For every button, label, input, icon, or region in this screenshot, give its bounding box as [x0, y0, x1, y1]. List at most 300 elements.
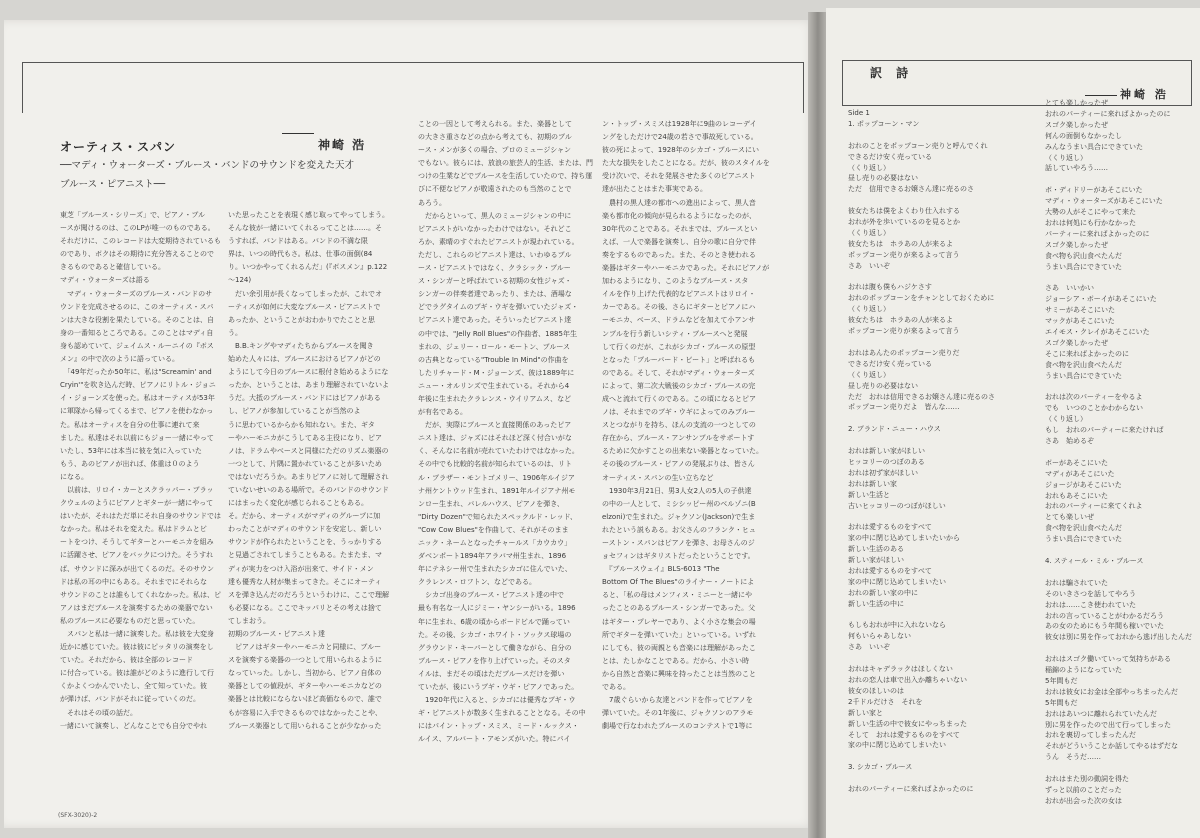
text-line: シンガーの伴奏者達であったり、または、酒場な	[418, 290, 572, 299]
text-line: 年にテネシー州で生まれたシカゴに住んでいた、	[418, 565, 572, 574]
text-line: カーである。その後、さらにギターとピアノにハ	[602, 303, 756, 312]
text-line: ことの一因として考えられる。また、楽器として	[418, 120, 572, 128]
text-line: 30年代のことである。それまでは、ブルースとい	[602, 224, 758, 233]
text-line: 新しい家と	[848, 708, 883, 717]
text-line: おれは騙されていた	[1045, 578, 1108, 587]
text-line: 年後に生まれたクラレンス・ウイリアムス、など	[418, 394, 572, 403]
text-line: にはパイン・トップ・スミス、ミード・ルックス・	[418, 722, 579, 731]
text-line: もう、あのピアノが出れば、体重は０のよう	[60, 459, 200, 468]
text-line: （くり返し）	[848, 305, 890, 314]
text-line: た。その後、シカゴ・ホワイト・ソックス球場の	[418, 630, 572, 639]
text-line: 身も認めていて、ジェイムス・ルーニイの『ボス	[60, 341, 214, 350]
text-line: になる。	[60, 472, 88, 481]
text-line: うまい具合にできていた	[1045, 371, 1122, 380]
text-line: 彼女のほしいのは	[848, 686, 904, 695]
text-line: はいたが、それはただ単にそれ自身のサウンドでは	[60, 512, 221, 521]
text-line: ろか、素晴のすぐれたピアニストが現われている。	[418, 237, 579, 246]
text-line: ではないだろうか。あまりピアノに対して理解され	[228, 472, 389, 481]
text-line: 古いヒッコリーのつぼがほしい	[848, 501, 946, 510]
text-line: 1930年3月21日、男3人女2人の5人の子供達	[602, 486, 752, 495]
text-line: おれは新しい家がほしい	[848, 447, 925, 455]
text-line: うん そうだ……	[1045, 753, 1101, 762]
essay-subtitle: ──マディ・ウォーターズ・ブルース・バンドのサウンドを変えた天才	[60, 160, 354, 171]
text-line: その中でも比較的名前が知られているのは、リト	[418, 460, 572, 469]
text-line: によって、第二次大戦後のシカゴ・ブルースの完	[602, 381, 756, 390]
text-line: なっていった。しかし、当初から、ピアノ自体の	[228, 669, 382, 678]
text-line: が弾けば、バンドがそれに従っていくのだ。	[60, 695, 200, 704]
text-line: おれの言っていることがわかるだろう	[1045, 611, 1164, 620]
text-line: ドは私の耳の中にもある。それまでにそれらな	[60, 577, 207, 586]
text-line: B.B.キングやマディたちからブルースを聞き	[228, 341, 374, 350]
text-line: エイモス・クレイがあそこにいた	[1045, 328, 1150, 336]
text-line: れたという説もある。お父さんのフランク・ヒュ	[602, 525, 756, 534]
translation-author-rule	[1085, 95, 1117, 96]
text-line: おれは愛するものをすべて	[848, 566, 932, 575]
text-line: 新しい生活と	[848, 490, 890, 499]
text-line: 成へと流れて行くのである。この頃になるとピア	[602, 394, 756, 403]
text-line: マディ・ウォーターズは語る	[60, 276, 150, 285]
text-line: ピアニストがいなかったわけではない。それどこ	[418, 224, 572, 233]
text-line: うに思わているからかも知れない。また、ギタ	[228, 420, 375, 429]
text-line: 家の中に閉じ込めてしまいたいから	[848, 534, 960, 543]
text-line: スとつながりを持ち、ほんの支流の一つとしての	[602, 421, 756, 430]
text-line: 私のブルースに必要なものだと思っていた。	[60, 616, 200, 625]
text-line: おれは……こき使われていた	[1045, 600, 1136, 609]
text-line: きるものであると確信している。	[60, 263, 165, 272]
text-line: ピアノはギターやハーモニカと同様に、ブルー	[228, 643, 382, 652]
text-line: （くり返し）	[848, 163, 890, 172]
text-line: おれのパーティーに来てくれよ	[1045, 502, 1143, 511]
text-line: したリチャード・M・ジョーンズ、彼は1889年に	[418, 368, 575, 377]
text-line: スゴク楽しかったぜ	[1045, 120, 1108, 129]
text-line: Cryin'"を吹き込んだ時、ピアノにリトル・ジョニ	[60, 381, 216, 390]
text-line: そこに来ればよかったのに	[1045, 349, 1129, 358]
text-line: である。	[602, 683, 630, 692]
text-line: うだ。大抵のブルース・バンドにはピアノがある	[228, 394, 381, 403]
text-line: パーティーに来ればよかったのに	[1045, 229, 1150, 238]
text-line: おれは彼女にお金は全部やっちまったんだ	[1045, 687, 1178, 696]
text-line: 達が出たことはまた事実である。	[602, 185, 707, 194]
text-line: も必要になる。ここでキッパリとその考えは捨て	[228, 603, 382, 612]
page-folio: (SFX-3020)-2	[58, 812, 98, 819]
text-line: とても楽しかったぜ	[1045, 99, 1108, 107]
text-line: おれもあそこにいた	[1045, 491, 1108, 500]
text-line	[848, 751, 1024, 762]
text-line: ～124)	[228, 276, 252, 285]
text-line	[848, 773, 1024, 784]
text-line: 1. ポップコーン・マン	[848, 119, 920, 128]
text-line: おれはあんたのポップコーン売りだ	[848, 348, 960, 357]
text-line: ずっと以前のことだった	[1045, 785, 1122, 794]
author-rule	[282, 133, 314, 134]
text-line: イルは、まだその頃はただブルースだけを弾い	[418, 669, 565, 678]
text-line: 稲錦のようになっていた	[1045, 666, 1122, 675]
text-line: さあ いいぞ	[848, 261, 890, 270]
text-line: ボ・ディドリーがあそこにいた	[1045, 186, 1143, 195]
text-line: まれの、ジェリー・ロール・モートン、ブルース	[418, 342, 570, 351]
text-line: ョセフィンはギタリストだったということです。	[602, 552, 755, 561]
text-line: の大きさ重さなどの点から考えても、初期のブル	[418, 133, 572, 142]
text-line: ヒッコリーのつぼのある	[848, 457, 925, 466]
text-line: ン・トップ・スミスは1928年に9曲のレコーデイ	[602, 120, 757, 128]
text-line: のである。そして、それがマディ・ウォーターズ	[602, 368, 755, 377]
text-line: おれは腹も僕もハジケさす	[848, 283, 932, 292]
text-line: に付合っている。彼は誰がどのように進行して行	[60, 669, 214, 678]
essay-header-frame	[22, 62, 804, 113]
text-line: ース・メンが多くの場合、プロのミュージシャン	[418, 146, 572, 155]
text-line: 達も優秀な人材が集まってきた。そこにオーティ	[228, 577, 382, 586]
text-line: てしまおう。	[228, 616, 270, 625]
text-line: 『ブルースウェイ』BLS-6013 "The	[602, 565, 720, 574]
text-line: スを弾き込んだのだろうというわけに、ここで理解	[228, 590, 389, 599]
text-line: ンは大きな役割を果たしている。そのことは、自	[60, 315, 214, 324]
text-line: に軍隊から帰ってくるまで、ピアノを使わなかっ	[60, 407, 214, 416]
text-line: ダベンポート1894年アラバマ州生まれ、1896	[418, 552, 567, 561]
text-line: だからといって、黒人のミュージシャンの中に	[418, 211, 572, 220]
text-line: 5年間もだ	[1045, 676, 1078, 685]
text-line: "Dirty Dozen"で知られたスペックルド・レッド、	[418, 512, 577, 521]
text-line: オーティス・スパンの生い立ちなど	[602, 473, 714, 482]
text-line: ーティスが如何に大変なブルース・ピアニストで	[228, 302, 381, 311]
text-line: サウンドのことは誰もしてくれなかった。私は、ピ	[60, 590, 221, 599]
text-line: "Cow Cow Blues"を作曲して、それがそのまま	[418, 525, 569, 534]
text-line: 劇場で行なわれたブルースのコンテストで1等に	[602, 722, 753, 731]
text-line: 始めた人々には、ブルースにおけるピアノがどの	[228, 355, 381, 364]
text-line: 4. スティール・ミル・ブルース	[1045, 556, 1144, 565]
text-line: く、そんなに名前が売れていたわけではなかった。	[418, 447, 579, 456]
text-line: して行くのだが、これがシカゴ・ブルースの原型	[602, 342, 756, 351]
text-line: どでラグタイムのブギ・ウギを弾いていたジャズ・	[418, 303, 579, 312]
text-line: ました。私達はそれ以前にもジョー一緒にやって	[60, 433, 214, 442]
text-line: アノはまだブルースを演奏するための楽器でない	[60, 603, 213, 612]
lyrics-column-1	[848, 108, 1024, 798]
text-line	[1045, 382, 1195, 393]
text-line: ニスト達は、ジャズにはそれほど深く付合いがな	[418, 434, 572, 443]
text-line: おれはスゴク働いていって気持ちがある	[1045, 655, 1171, 664]
text-line: 受け次いで、それを発展させた多くのピアニスト	[602, 172, 756, 181]
essay-author: 神崎 浩	[318, 138, 367, 152]
text-line: Bottom Of The Blues"のライナー・ノートによ	[602, 578, 755, 587]
text-line: でもない。彼らには、放浪の旅芸人的生活、または、門	[418, 159, 593, 168]
text-line: グラウンド・キーパーとして働きながら、自分の	[418, 643, 572, 652]
text-line: り。いつかやってくれるんだ」(『ボスメン』p.122	[228, 263, 388, 272]
text-line: 一緒にいて演奏し、どんなことでも自分でやれ	[60, 721, 207, 730]
text-line: 楽器はギターやハーモニカであった。それにピアノが	[602, 264, 770, 273]
text-line: 農村の黒人達の都市への進出によって、黒人音	[602, 198, 756, 207]
text-line: とは、たしかなことである。だから、小さい時	[602, 656, 749, 665]
text-line: ブルース・ピアノを作り上げていった。そのスタ	[418, 656, 571, 665]
text-line: 以前は、リロイ・カーとスクラッパー・ブラッ	[60, 485, 214, 494]
translation-author: 神崎 浩	[1120, 88, 1169, 101]
text-line: 食べ物を沢山食べたんだ	[1045, 524, 1122, 533]
text-line: ナ州ケントウッド生まれ、1891年ルイジアナ州モ	[418, 486, 576, 495]
text-line: ポップコーン売りだよ 皆んな……	[848, 403, 960, 412]
text-line: とても楽しいぜ	[1045, 513, 1094, 522]
text-line: ったことのあるブルース・シンガーであった。父	[602, 604, 756, 613]
text-line: スゴク楽しかったぜ	[1045, 240, 1108, 249]
text-line: おれはあいつに離れられていたんだ	[1045, 709, 1157, 718]
text-line: 食べ物も沢山食べたんだ	[1045, 251, 1122, 260]
lyrics-column-2	[1045, 98, 1195, 805]
text-line: 昼し売りの必要はない	[848, 174, 918, 183]
text-line: おれのことをポップコーン売りと呼んでくれ	[848, 141, 988, 150]
text-line: だい余引用が長くなってしまったが、これでオ	[228, 289, 382, 298]
text-line: ース・ピアニストではなく、クラシック・ブルー	[418, 264, 571, 273]
text-line: おれを裏切ってしまったんだ	[1045, 731, 1136, 740]
text-line: 加わるようになり、このようなブルース・スタ	[602, 277, 749, 286]
text-line: 7歳ぐらいから友達とバンドを作ってピアノを	[602, 696, 753, 705]
text-line: し、ピアノが参加していることが当然のよ	[228, 407, 361, 416]
text-line: （くり返し）	[1045, 153, 1087, 162]
text-line: そんな彼が一緒にいてくれるってことは……。そ	[228, 224, 382, 233]
text-line: 食べ物を沢山食べたんだ	[1045, 360, 1122, 369]
text-line	[848, 195, 1024, 206]
text-line: 彼女たちは ホラあの人が来るよ	[848, 239, 953, 248]
text-line: びに不便なピアノが敬遠されたのも当然のことで	[418, 185, 572, 194]
text-line: それだけに、このレコードは大変期待されているも	[60, 237, 221, 246]
text-line: ると、「私の母はメンフィス・ミニーと一緒にや	[602, 591, 752, 600]
text-line	[848, 653, 1024, 664]
essay-column-3	[418, 118, 592, 808]
text-line: にしても、彼の両親とも音楽には理解があったこ	[602, 643, 756, 652]
text-line: はギター・プレヤーであり、よく小さな集会の場	[602, 617, 756, 626]
text-line: おれは初ず家がほしい	[848, 468, 918, 477]
essay-column-1	[60, 209, 221, 744]
text-line	[1045, 643, 1195, 654]
text-line: おれのパーティーに来ればよかったのに	[848, 785, 974, 794]
text-line: ピアニスト達であった。そういったピアニスト達	[418, 316, 572, 325]
text-line: ていたが、後にいうブギ・ウギ・ピアノであった。	[418, 683, 579, 692]
essay-column-4	[602, 118, 794, 808]
essay-title: オーティス・スパン	[60, 140, 177, 154]
text-line: ス・シンガーと呼ばれている初期の女性ジャズ・	[418, 277, 572, 286]
text-line: おれのポップコーンをチャンとしておくために	[848, 294, 995, 303]
text-line: でも いつのことかわからない	[1045, 404, 1143, 413]
text-line: 大勢の人がそこにやって来た	[1045, 208, 1136, 217]
text-line: 所でギターを弾いていた」といっている。いずれ	[602, 630, 756, 639]
text-line: 一つとして、片隅に置かれていることが多いため	[228, 459, 382, 468]
text-line	[848, 272, 1024, 283]
text-line: そして おれは愛するものをすべて	[848, 730, 960, 739]
text-line: 最も有名な一人にジミー・ヤンシーがいる。1896	[418, 604, 576, 613]
text-line: から自然と音楽に興味を持ったことは当然のこと	[602, 669, 756, 678]
text-line: サミーがあそこにいた	[1045, 306, 1115, 315]
text-line: マディ・ウォーターズのブルース・バンドのサ	[60, 289, 213, 298]
text-line: もしもおれが中に入れないなら	[848, 621, 946, 630]
text-line: おれは新しい家	[848, 479, 897, 488]
text-line: ていた。それだから、彼は全部のレコード	[60, 656, 193, 665]
text-line: いた思ったことを表現く感じ取ってやってしまう。	[228, 211, 389, 219]
text-line	[1045, 272, 1195, 283]
text-line: ルイス、アルバート・アモンズがいた。特にパイ	[418, 735, 571, 744]
text-line: に活躍させ、ピアノをバックにつけた。そうすれ	[60, 551, 214, 560]
text-line: さあ いいかい	[1045, 284, 1094, 293]
text-line: の中では、"Jelly Roll Blues"の作曲者、1885年生	[418, 329, 577, 338]
translation-title: 訳 詩	[870, 66, 914, 80]
text-line: ンロー生まれ、バレルハウス、ピアノを弾き、	[418, 499, 564, 508]
text-line	[848, 130, 1024, 141]
text-line: 初期のブルース・ピアニスト達	[228, 630, 326, 638]
text-line: 年に生まれ、6歳の頃からボードビルで踊ってい	[418, 617, 570, 626]
text-line: ーストン・スパンはピアノを弾き、お母さんのジ	[602, 539, 755, 547]
text-line: ようにして今日のブルースに根付き始めるようにな	[228, 368, 389, 377]
text-line	[1045, 545, 1195, 556]
text-line: と見過ごされてしまうこともある。たまたま、マ	[228, 551, 382, 560]
text-line: （くり返し）	[1045, 415, 1087, 424]
text-line: 界は、いつの時代もさ。私は、仕事の面倒(84	[228, 250, 373, 259]
text-line: 彼女たちは ホラあの人が来るよ	[848, 316, 953, 325]
text-line: ジョージがあそこにいた	[1045, 480, 1122, 489]
text-line: 1920年代に入ると、シカゴには優秀なブギ・ウ	[418, 696, 576, 705]
text-line: 彼女たちは僕をよくわり仕入れする	[848, 207, 960, 216]
text-line: いたし、53年には本当に彼を気に入っていた	[60, 446, 202, 455]
text-line: 別に男を作ったので出て行ってしまった	[1045, 720, 1171, 729]
text-line: 何もいらゃあしない	[848, 632, 911, 641]
text-line: う。	[228, 328, 242, 337]
text-line: おれはキャデラックはほしくない	[848, 665, 953, 674]
text-line: つけの生業などでブルースを生活していたので、持ち運	[418, 172, 593, 181]
text-line: うまい具合にできていた	[1045, 262, 1122, 271]
text-line: 昼し売りの必要はない	[848, 381, 918, 390]
text-line	[1045, 567, 1195, 578]
text-line: ポップコーン売りが来るよって言う	[848, 327, 960, 336]
text-line: おれが出会った次の女は	[1045, 796, 1122, 805]
text-line: のであり、ボクはその期待に充分答えることので	[60, 250, 214, 259]
text-line	[1045, 763, 1195, 774]
text-line: ブルース楽器として用いられることが少なかった	[228, 721, 382, 730]
text-line: 東芝「ブルース・シリーズ」で、ピアノ・ブル	[60, 211, 206, 219]
text-line: ったか、ということは、あまり理解されていないよ	[228, 381, 389, 390]
text-line: （くり返し）	[848, 228, 890, 237]
text-line: それはその頃の話だ。	[60, 708, 137, 717]
text-line: そのいきさつを話してやろう	[1045, 589, 1136, 598]
text-line: ポップコーン売りが来るよって言う	[848, 250, 960, 259]
text-line: みんなうまい具合にできていた	[1045, 142, 1143, 151]
text-line: サウンドが作られたということを、うっかりする	[228, 538, 382, 547]
text-line: 楽も都市化の傾向が見られるようになったのが、	[602, 211, 756, 220]
text-line: 話していやろう……	[1045, 164, 1108, 173]
text-line	[1045, 447, 1195, 458]
text-line: メン』の中で次のように語っている。	[60, 355, 179, 364]
text-line: ンブルを行う新しいシティ・ブルースへと発展	[602, 329, 748, 338]
text-line: わったことがマディのサウンドを安定し、新しい	[228, 525, 382, 534]
text-line: あろう。	[418, 198, 446, 207]
text-line: おれは愛するものをすべて	[848, 523, 932, 532]
text-line: できるだけ安く売っている	[848, 359, 932, 368]
text-line: ただ おれは信用できるお嬢さん達に売るのさ	[848, 392, 995, 401]
text-line: さあ いいぞ	[848, 643, 890, 652]
text-line	[1045, 174, 1195, 185]
text-line: うまい具合にできていた	[1045, 535, 1122, 544]
text-line: マディがあそこにいた	[1045, 469, 1115, 478]
text-line: 「49年だったか50年に、私は"Screamin' and	[60, 368, 212, 377]
text-line: た。私はオーティスを自分の仕事に連れて来	[60, 420, 200, 429]
text-line: えば、一人で楽器を演奏し、自分の歌に自分で伴	[602, 237, 756, 246]
text-line	[848, 511, 1024, 522]
text-line: ニック・ネームとなったチャールス「カウカウ」	[418, 539, 572, 547]
text-line: Side 1	[848, 109, 870, 117]
text-line: シカゴ出身のブルース・ピアニスト達の中で	[418, 591, 565, 600]
essay-column-2	[228, 209, 400, 744]
text-line: 新しい家がほしい	[848, 556, 904, 565]
text-line: 新しい生活の中に	[848, 599, 904, 608]
text-line: ースが聞けるのは、このLPが唯一のものである。	[60, 224, 215, 233]
text-line: おれは次のパーティーをやるよ	[1045, 393, 1143, 402]
text-line: 彼の死によって、1928年のシカゴ・ブルースにい	[602, 146, 760, 155]
text-line: 存在から、ブルース・アンサンブルをサポートす	[602, 434, 755, 443]
text-line: できるだけ安く売っている	[848, 152, 932, 161]
text-line: ていないせいのある場所で。そのバンドのサウンド	[228, 485, 389, 494]
text-line: 身の一番知るところである。このことはマディ自	[60, 328, 214, 337]
text-line: 楽器としての値段が、ギターやハーモニカなどの	[228, 682, 382, 691]
text-line	[848, 610, 1024, 621]
text-line: おれの恋人は車で出入か離ちゃいない	[848, 675, 967, 684]
text-line: さあ 始めるぞ	[1045, 437, 1094, 446]
text-line: 弾いていた。その1年後に、ジャクソンのアラモ	[602, 709, 754, 718]
text-line: ートをつけ、そうしてギターとハーモニカを組み	[60, 538, 214, 547]
text-line: ディが実力をつけ入浴が出来て、サイド・メン	[228, 564, 374, 573]
text-line: イ・ジョーンズを使った。私はオーティスが53年	[60, 394, 215, 403]
text-line: おれはまた別の動詞を得た	[1045, 775, 1129, 784]
text-line: イルを作り上げた代表的なピアニストはリロイ・	[602, 290, 756, 299]
text-line: おれは何処にも行かなかった	[1045, 218, 1136, 227]
text-line: ノは、それまでのブギ・ウギによってのみブルー	[602, 408, 756, 417]
text-line: ギ・ピアニストが数多く生まれることとなる。その中	[418, 709, 586, 718]
text-line: その後のブルース・ピアノの発展ぶりは、皆さん	[602, 460, 755, 469]
text-line: 近かに感じていた。彼は彼にピッタリの演奏をし	[60, 643, 214, 652]
text-line: ノは、ドラムやベースと同様にただのリズム楽器の	[228, 446, 389, 455]
text-line: くかよくつかんでいたし、全て知っていた。彼	[60, 682, 207, 691]
text-line: おれの新しい家の中に	[848, 588, 918, 597]
text-line: うすれば、バンドはある。バンドの不満な限	[228, 237, 368, 246]
text-line: ーやハーモニカがこうしてある主役になり、ピア	[228, 433, 382, 442]
text-line: 楽器とは比較にならないほど高価なもので、誰で	[228, 695, 382, 704]
text-line: クウェルのようにピアノとギターが一緒にやって	[60, 499, 214, 508]
text-line: スゴク楽しかったぜ	[1045, 338, 1108, 347]
text-line: ボーがあそこにいた	[1045, 458, 1108, 467]
text-line: なかった。私はそれを変えた。私はドラムとビ	[60, 525, 207, 534]
text-line: となった「ブルーバード・ビート」と呼ばれるも	[602, 355, 756, 364]
text-line: た大な損失をしたことになる。だが、彼のスタイルを	[602, 159, 770, 168]
text-line: マディ・ウォーターズがあそこにいた	[1045, 197, 1163, 206]
essay-subtitle-2: ブルース・ピアニスト──	[60, 179, 166, 190]
text-line: もし おれのパーティーに来たければ	[1045, 426, 1164, 435]
text-line: 何んの面倒もなかったし	[1045, 131, 1122, 140]
text-line: ウンドを完成させるのに、このオーティス・スパ	[60, 302, 214, 311]
text-line: ジョーシア・ボーイがあそこにいた	[1045, 295, 1157, 304]
text-line	[848, 413, 1024, 424]
text-line: 2千ドルだけさ それを	[848, 697, 923, 706]
text-line: 家の中に閉じ込めてしまいたい	[848, 577, 946, 586]
text-line: おれのパーティーに来ればよかったのに	[1045, 109, 1171, 118]
text-line: マックがあそこにいた	[1045, 317, 1115, 326]
text-line: そ。だから、オーティスがマディのグループに加	[228, 512, 381, 521]
text-line: だが、実際にブルースと直接関係のあったピア	[418, 421, 572, 430]
text-line	[848, 435, 1024, 446]
text-line: ングをしただけで24歳の若さで事故死している。	[602, 133, 758, 142]
text-line: 彼女は別に男を作っておれから逃げ出したんだ	[1045, 633, 1192, 642]
text-line: あったか、ということがおわかりでたことと思	[228, 315, 375, 324]
text-line: ば、サウンドに深みが出てくるのだ。そのサウン	[60, 564, 214, 573]
text-line	[848, 337, 1024, 348]
text-line: elzoni)で生まれた。ジャクソン(Jackson)で生ま	[602, 512, 756, 521]
text-line: 新しい生活の中で彼女にやっちまった	[848, 719, 967, 728]
text-line: 新しい生活のある	[848, 545, 904, 554]
text-line: ニュー・オルリンズで生まれている。それから4	[418, 381, 570, 390]
text-line: それがどういうことか話してやるはずだな	[1045, 742, 1178, 751]
text-line: 2. ブランド・ニュー・ハウス	[848, 425, 941, 434]
text-line: にはまったく変化が感じられることもある。	[228, 499, 368, 508]
